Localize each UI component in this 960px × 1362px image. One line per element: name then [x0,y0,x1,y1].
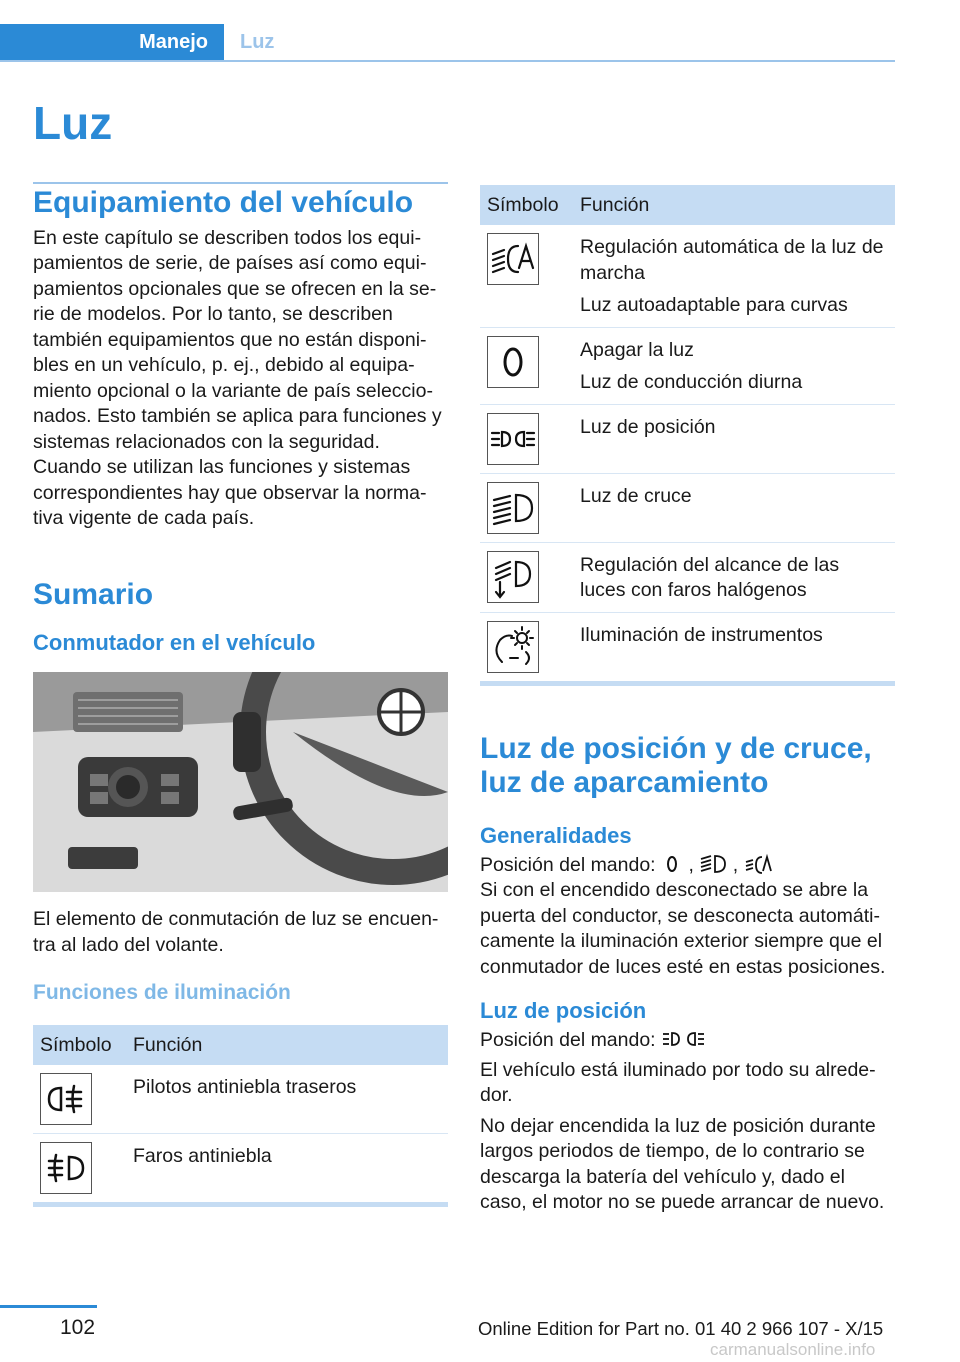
table-row [480,327,895,404]
table-row [480,225,895,327]
lighting-functions-table-left [33,1025,448,1202]
heading-parking-low-beam: Luz de posición y de cruce, luz de aparcamiento [480,731,872,799]
function-line: Iluminación de instrumentos [580,623,823,646]
para-switch: El elemento de conmutación de luz se encuentra al lado del volante. [33,908,439,956]
function-cell: Faros antiniebla [133,1145,272,1167]
separator: , [732,853,739,876]
heading-parking-light: Luz de posición [480,998,647,1023]
function-cell [574,612,895,681]
light-off-icon [661,853,683,875]
page-title: Luz [33,97,113,149]
function-cell [574,327,895,404]
heading-sumario: Sumario [33,577,154,611]
auto-headlight-icon [744,853,774,875]
parking-light-icon [661,1028,711,1050]
control-position-label: Posición del mando: [480,1029,656,1051]
light-off-icon [487,336,539,388]
heading-switch: Conmutador en el vehículo [33,630,316,655]
section-tab-manejo[interactable]: Manejo [0,24,224,61]
col-function-header: Función [574,185,895,225]
table-row [480,542,895,612]
function-cell: Pilotos antiniebla traseros [127,1065,448,1134]
low-beam-icon [699,853,727,875]
table-row [480,612,895,681]
function-line: Luz de posición [580,415,716,438]
para-parking-2: No dejar encendida la luz de posición durante largos periodos de tiempo, de lo contrario se descarga la batería del vehículo y, dado el caso, el motor no se puede arrancar de nuevo. [480,1114,885,1213]
page-number-rule [0,1305,97,1308]
function-line: Apagar la luz [580,338,694,361]
para-equipment: En este capítulo se describen todos los equipamientos de serie, de países así como equipamientos opcionales que se ofrecen en la serie de modelos. Por lo tanto, se describen también equipamientos que no están disponibles en un vehículo, p. ej., debido al equipamiento opcional o la variante de país seleccionados. Esto también se aplica para funciones y sistemas relacionados con la seguridad. Cuando se utilizan las funciones y sistemas correspondientes hay que observar la normativa vigente de cada país. [33,226,442,529]
col-symbol-header: Símbolo [480,185,574,225]
light-switch-photo [33,672,448,892]
function-cell [574,225,895,327]
edition-text: Online Edition for Part no. 01 40 2 966 107 - X/15 [478,1318,884,1339]
para-parking-1: El vehículo está iluminado por todo su alrededor. [480,1058,876,1106]
table-row [33,1065,448,1134]
function-line: Luz de cruce [580,484,692,507]
separator: , [688,853,694,876]
table-end-rule [480,681,895,686]
control-position-label: Posición del mando: [480,853,656,876]
function-line: Regulación automática de la luz de marcha [580,236,884,284]
function-cell [574,542,895,612]
col-function-header: Función [127,1025,448,1065]
table-row [480,473,895,542]
low-beam-icon [487,482,539,534]
rear-fog-light-icon [40,1073,92,1125]
function-line: Regulación del alcance de las luces con faros halógenos [580,553,840,601]
heading-functions: Funciones de iluminación [33,981,291,1004]
parking-light-icon [487,413,539,465]
header-rule [0,60,895,62]
front-fog-light-icon [40,1142,92,1194]
function-line: Luz de conducción diurna [580,371,803,393]
auto-headlight-icon [487,233,539,285]
control-position-parking [480,1028,895,1054]
heading-equipment: Equipamiento del vehículo [33,186,414,219]
control-positions [480,853,895,879]
page-number: 102 [60,1316,96,1339]
function-line: Luz autoadaptable para curvas [580,294,848,316]
right-column [480,185,895,1216]
instrument-lighting-icon [487,621,539,673]
table-row [480,404,895,473]
col-symbol-header: Símbolo [33,1025,127,1065]
watermark: carmanualsonline.info [710,1340,876,1359]
table-row [33,1134,448,1203]
heading-general: Generalidades [480,822,632,848]
function-cell [574,473,895,542]
headlight-range-icon [487,551,539,603]
section-tab-luz[interactable]: Luz [240,31,275,53]
left-column [33,180,448,1207]
lighting-functions-table-right [480,185,895,681]
function-cell [574,404,895,473]
table-end-rule [33,1202,448,1207]
para-general: Si con el encendido desconectado se abre la puerta del conductor, se desconecta automáticamente la iluminación exterior siempre que el conmutador de luces esté en estas posiciones. [480,879,886,978]
